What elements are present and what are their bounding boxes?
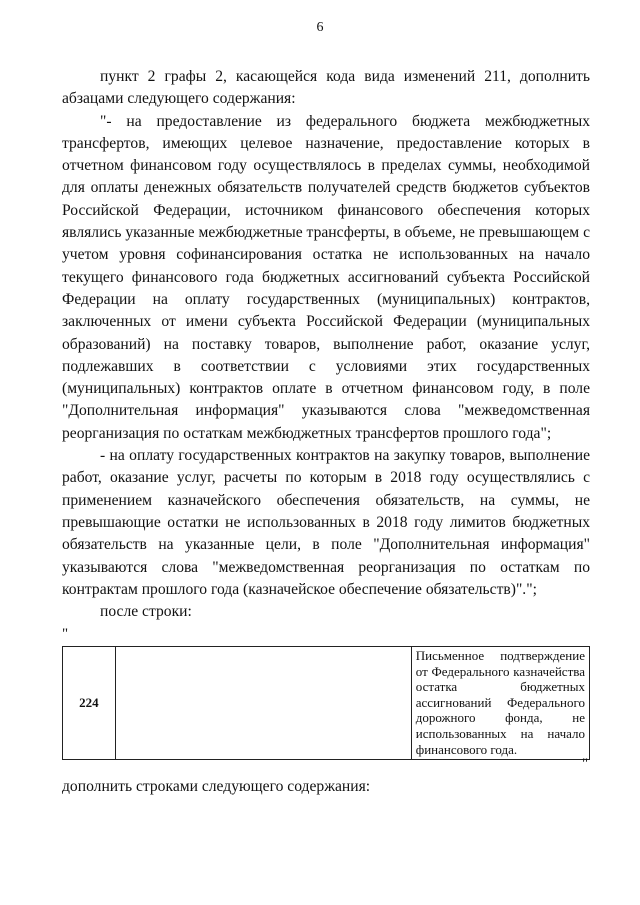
row-description-cell: Письменное подтверждение от Федерального казначейства остатка бюджетных ассигнований Федерального дорожного фонда, не использованных на начало финансового года. — [411, 647, 589, 760]
row-code-cell: 224 — [63, 647, 116, 760]
opening-quote-mark: " — [62, 626, 69, 642]
closing-quote-mark: " — [582, 756, 589, 772]
table-row — [63, 647, 590, 760]
quoted-paragraph-interbudget-transfers: "- на предоставление из федерального бюджета межбюджетных трансфертов, имеющих целевое назначение, предоставление которых в отчетном финансовом году осуществлялось в пределах суммы, необходимой для оплаты денежных обязательств получателей средств бюджетов субъектов Российской Федерации, источником финансового обеспечения которых являлись указанные межбюджетные трансферты, в объеме, не превышающем с учетом уровня софинансирования остатка не использованных на начало текущего финансового года бюджетных ассигнований субъекта Российской Федерации на оплату государственных (муниципальных) контрактов, заключенных от имени субъекта Российской Федерации (муниципальных образований) на поставку товаров, выполнение работ, оказание услуг, подлежавших в соответствии с условиями этих государственных (муниципальных) контрактов оплате в отчетном финансовом году, в поле "Дополнительная информация" указываются слова "межведомственная реорганизация по остаткам межбюджетных трансфертов прошлого года"; — [62, 112, 590, 442]
document-body — [62, 66, 590, 623]
row-empty-cell — [115, 647, 411, 760]
quoted-paragraph-state-contracts: - на оплату государственных контрактов на закупку товаров, выполнение работ, оказание услуг, расчеты по которым в 2018 году осуществлялись с применением казначейского обеспечения обязательств, на суммы, не превышающие остатки не использованных в 2018 году лимитов бюджетных обязательств на указанные цели, в поле "Дополнительная информация" указываются слова "межведомственная реорганизация по остаткам по контрактам прошлого года (казначейское обеспечение обязательств)"."; — [62, 447, 590, 598]
code-row-table — [62, 646, 590, 760]
intro-paragraph: пункт 2 графы 2, касающейся кода вида изменений 211, дополнить абзацами следующего содержания: — [62, 68, 590, 108]
page-number: 6 — [316, 20, 324, 35]
closing-paragraph: дополнить строками следующего содержания: — [62, 778, 371, 795]
after-row-paragraph: после строки: — [100, 603, 192, 621]
